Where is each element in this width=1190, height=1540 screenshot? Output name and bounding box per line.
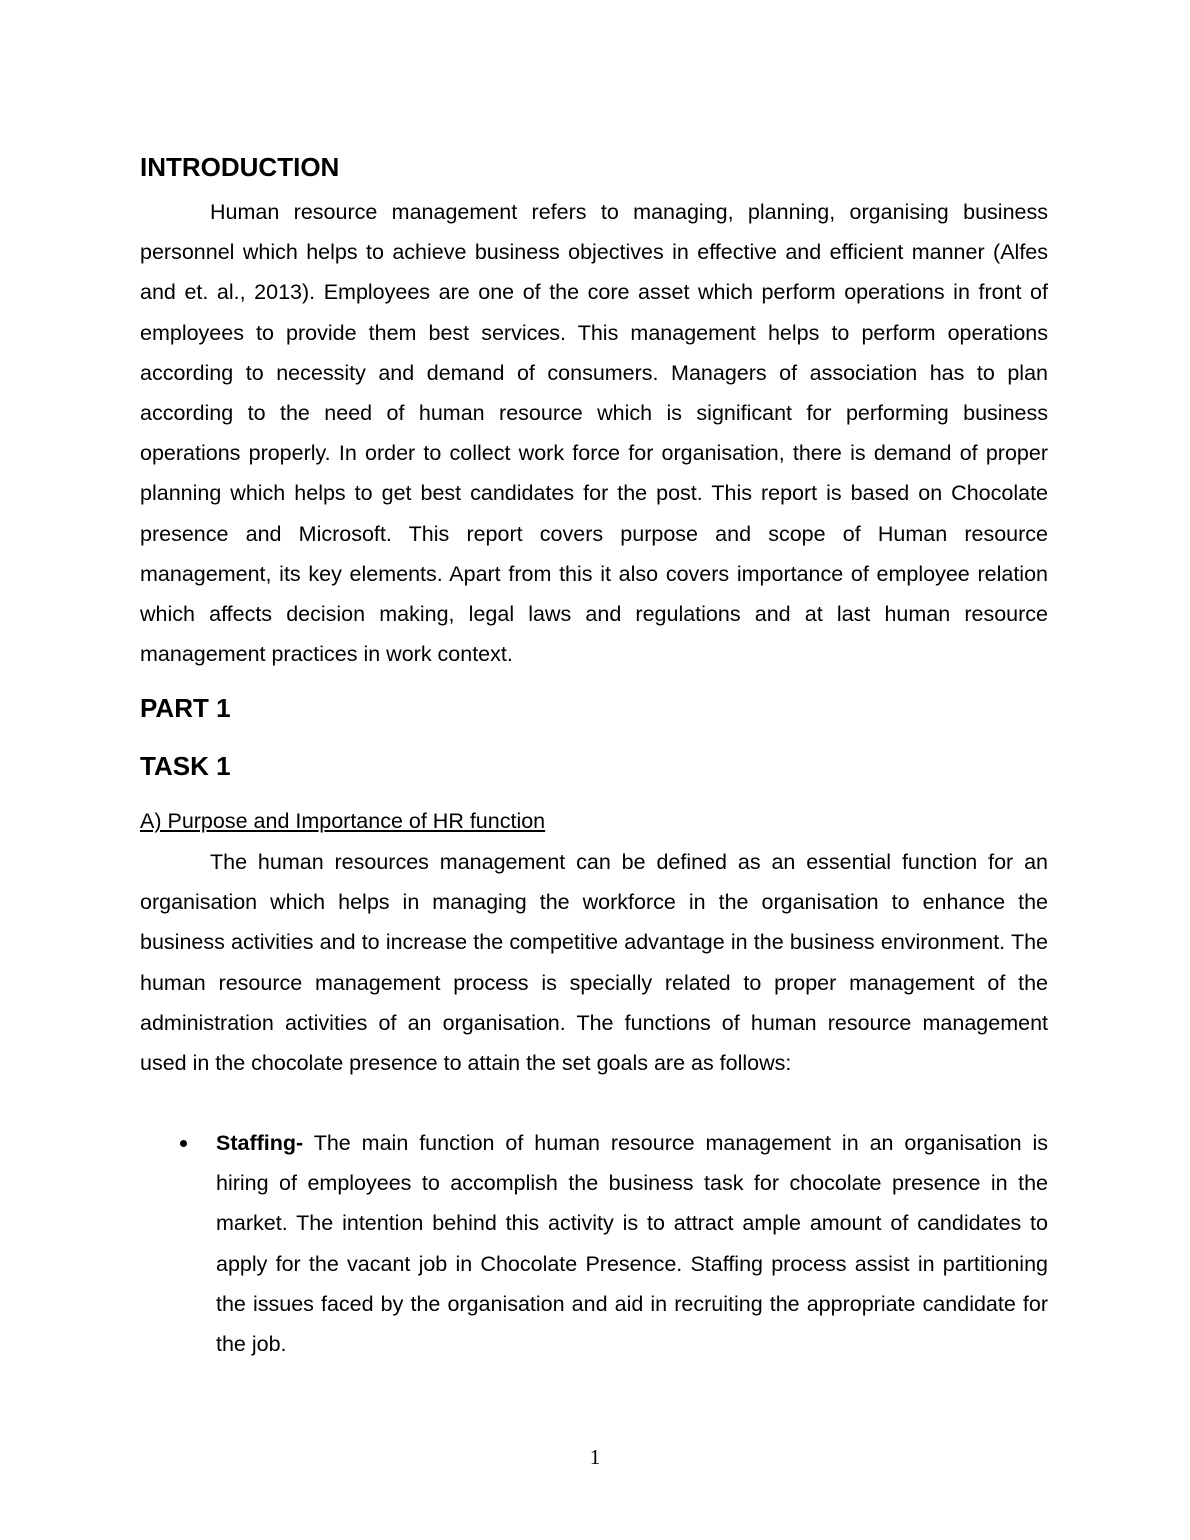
- bullet-text: The main function of human resource management in an organisation is hiring of employees to accomplish the business task for chocolate presence in the market. The intention behind this activity is to attract ample amount of candidates to apply for the vacant job in Chocolate Presence. Staffing process assist in partitioning the issues faced by the organisation and aid in recruiting the appropriate candidate for the job.: [216, 1131, 1048, 1357]
- section-a-paragraph: The human resources management can be defined as an essential function for an organisation which helps in managing the workforce in the organisation to enhance the business activities and to increase the competitive advantage in the business environment. The human resource management process is specially related to proper management of the administration activities of an organisation. The functions of human resource management used in the chocolate presence to attain the set goals are as follows:: [140, 850, 1048, 1076]
- introduction-heading: INTRODUCTION: [140, 152, 340, 182]
- bullet-list: [140, 1123, 1048, 1364]
- section-a-subheading: A) Purpose and Importance of HR function: [140, 809, 546, 833]
- list-item: [140, 1123, 1048, 1364]
- part-heading: PART 1: [140, 693, 231, 723]
- task-heading: TASK 1: [140, 751, 231, 781]
- page-number: 1: [589, 1445, 601, 1469]
- introduction-paragraph: Human resource management refers to managing, planning, organising business personnel which helps to achieve business objectives in effective and efficient manner (Alfes and et. al., 2013). Employees are one of the core asset which perform operations in front of employees to provide them best services. This management helps to perform operations according to necessity and demand of consumers. Managers of association has to plan according to the need of human resource which is significant for performing business operations properly. In order to collect work force for organisation, there is demand of proper planning which helps to get best candidates for the post. This report is based on Chocolate presence and Microsoft. This report covers purpose and scope of Human resource management, its key elements. Apart from this it also covers importance of employee relation which affects decision making, legal laws and regulations and at last human resource management practices in work context.: [140, 200, 1048, 667]
- bullet-icon: [180, 1140, 187, 1147]
- bullet-term: Staffing-: [216, 1131, 304, 1155]
